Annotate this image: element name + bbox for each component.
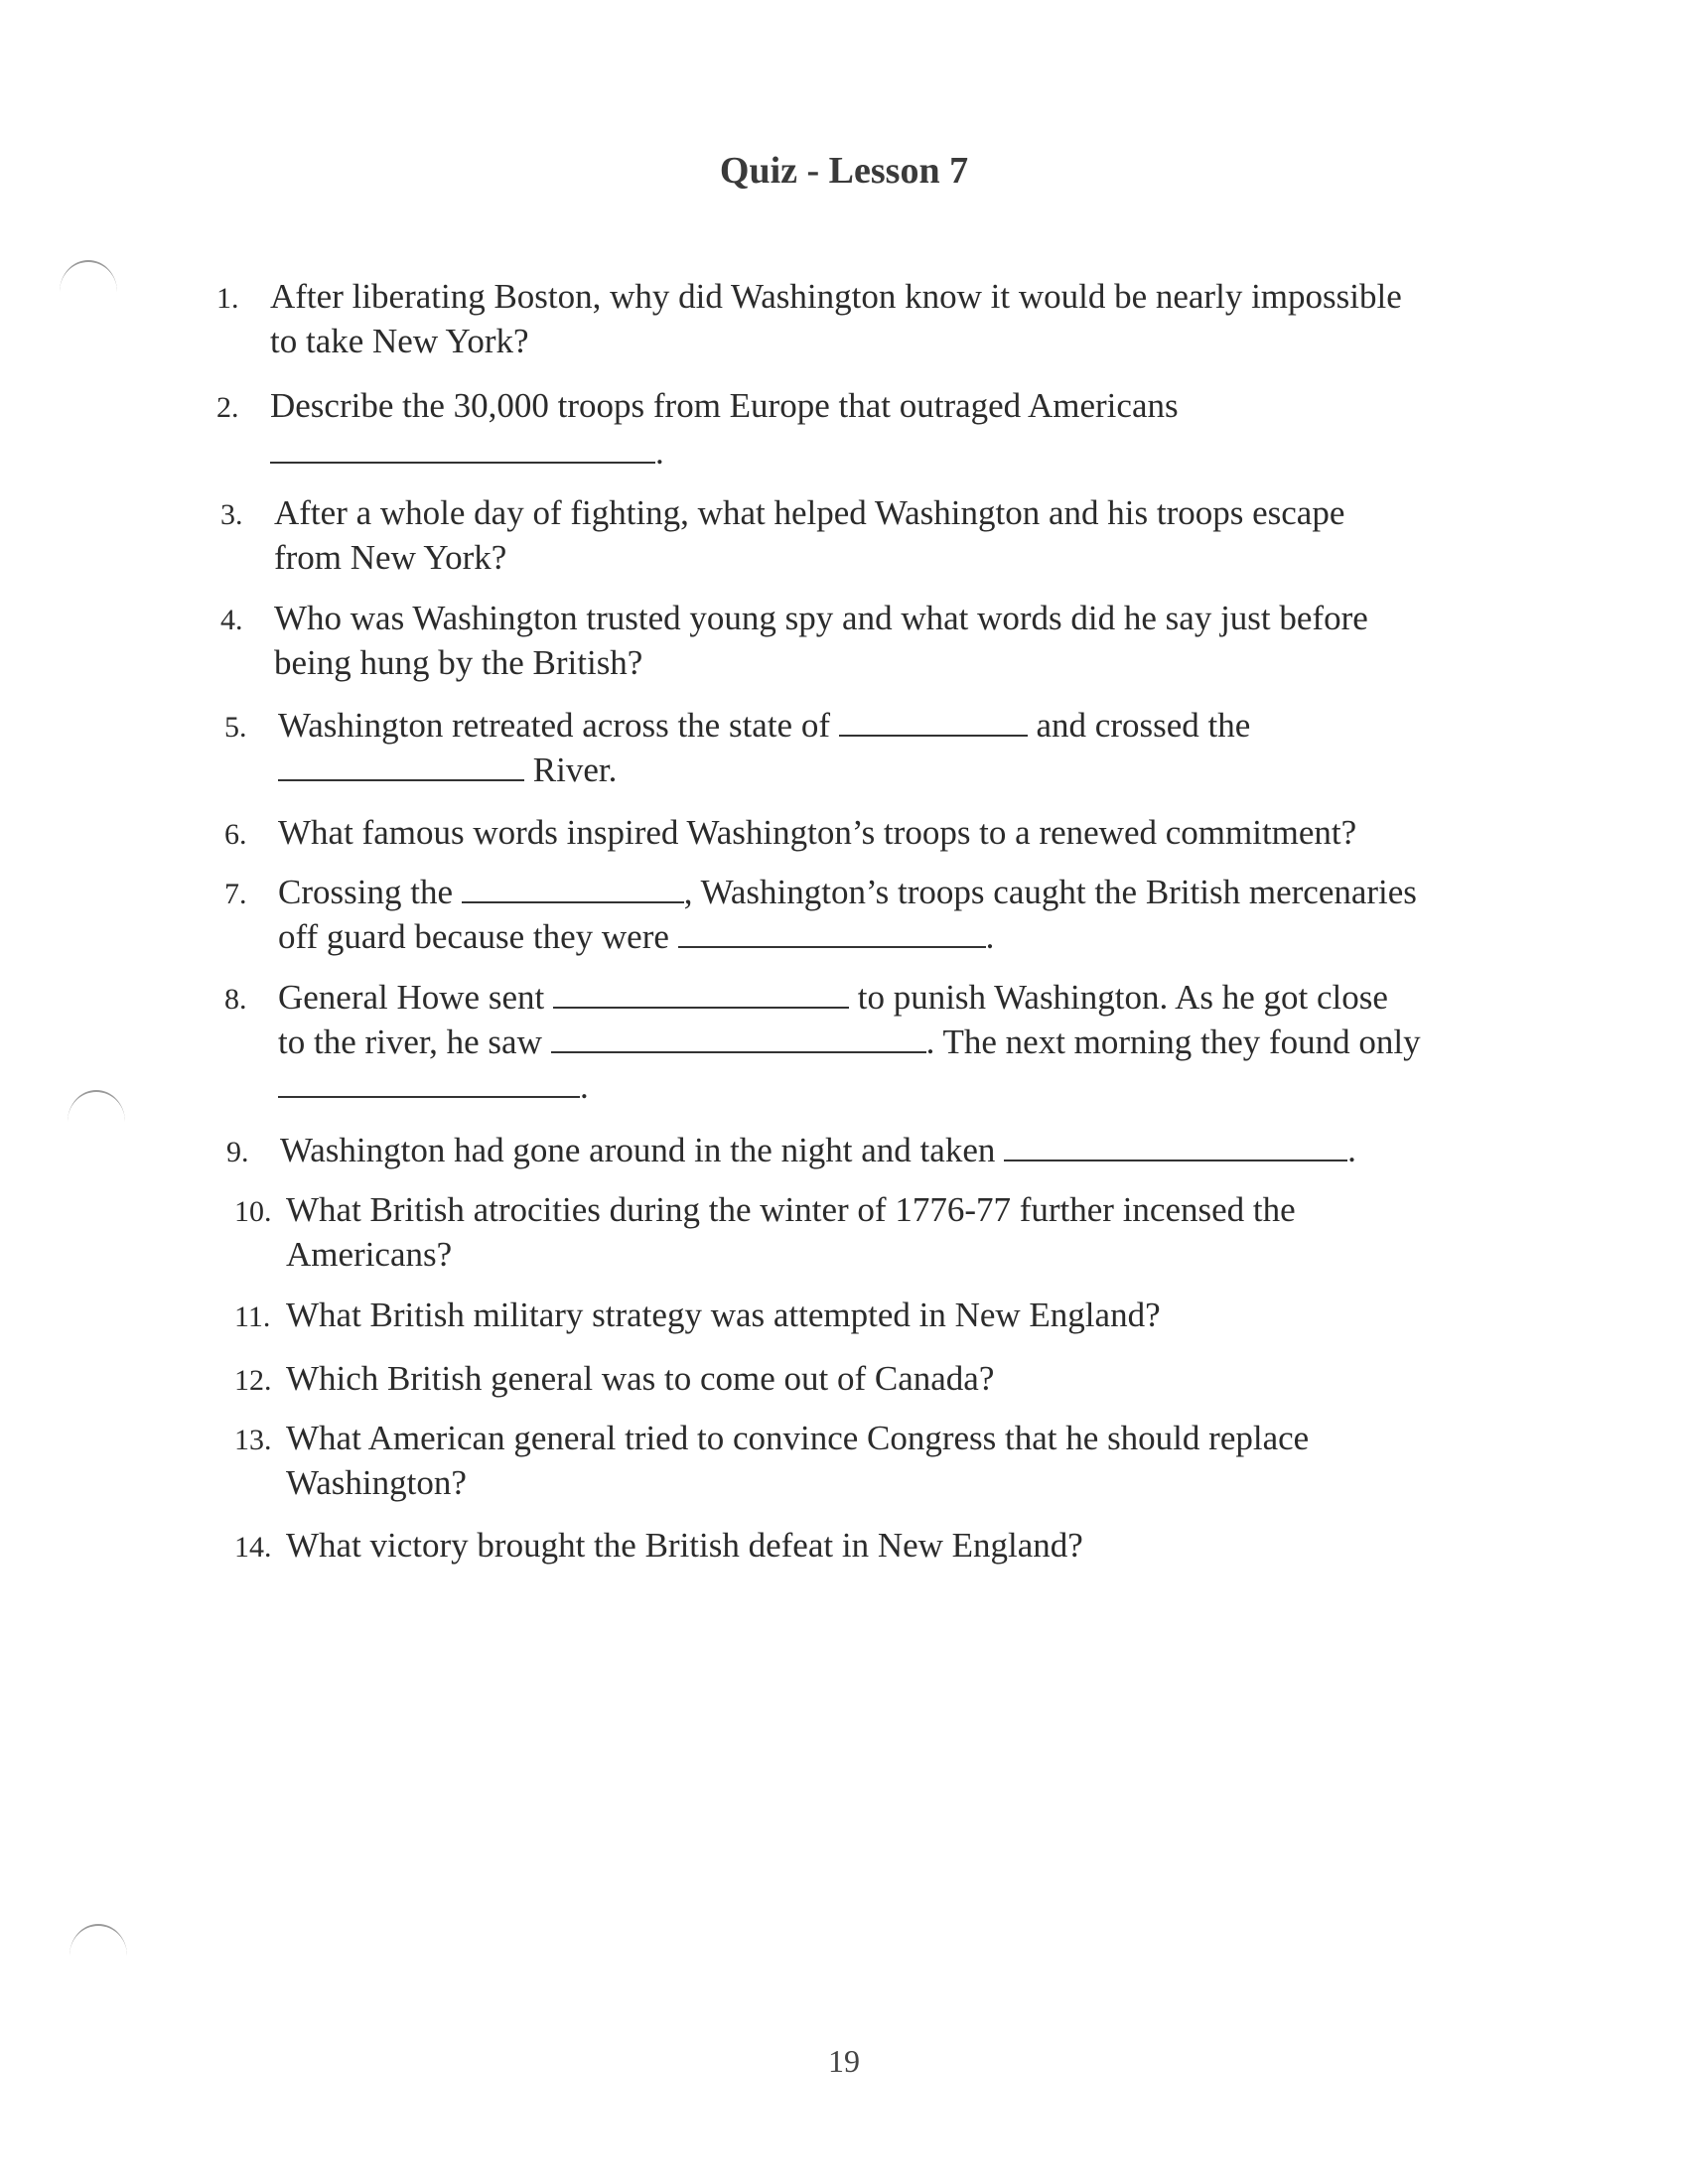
answer-blank[interactable] (1004, 1130, 1347, 1161)
answer-blank[interactable] (553, 977, 849, 1009)
question-text: What American general tried to convince Congress that he should replace Washington? (286, 1419, 1310, 1502)
question-11 (234, 1293, 1555, 1337)
question-text: Crossing the , Washington’s troops caught the British mercenaries off guard because they were . (278, 873, 1417, 956)
answer-blank[interactable] (278, 750, 524, 781)
question-number: 13. (234, 1424, 272, 1456)
question-12 (234, 1356, 1555, 1401)
question-text: After a whole day of fighting, what helped Washington and his troops escape from New York? (274, 493, 1345, 577)
question-3 (220, 490, 1541, 580)
question-text: Describe the 30,000 troops from Europe that outraged Americans . (270, 386, 1179, 472)
question-number: 14. (234, 1531, 272, 1564)
question-8 (224, 975, 1545, 1109)
question-9 (226, 1128, 1547, 1172)
answer-blank[interactable] (270, 432, 655, 464)
question-number: 3. (220, 498, 243, 531)
question-text: General Howe sent to punish Washington. As he got close to the river, he saw . The next morning they found only . (278, 978, 1421, 1106)
question-6 (224, 810, 1545, 855)
question-number: 9. (226, 1136, 249, 1168)
question-text: Washington had gone around in the night and taken . (280, 1131, 1356, 1169)
question-text: Washington retreated across the state of and crossed the River. (278, 706, 1251, 789)
question-number: 1. (216, 282, 239, 315)
answer-blank[interactable] (839, 705, 1028, 737)
question-text: What victory brought the British defeat in New England? (286, 1526, 1083, 1565)
question-text: Who was Washington trusted young spy and what words did he say just before being hung by the British? (274, 599, 1368, 682)
question-number: 4. (220, 604, 243, 636)
question-text: Which British general was to come out of Canada? (286, 1359, 995, 1398)
binder-hole-mark (70, 1924, 127, 1956)
page-number: 19 (828, 2043, 860, 2079)
question-5 (224, 703, 1545, 792)
question-text: After liberating Boston, why did Washington know it would be nearly impossible to take New York? (270, 277, 1402, 360)
answer-blank[interactable] (678, 916, 986, 948)
question-number: 5. (224, 711, 247, 744)
question-text: What famous words inspired Washington’s troops to a renewed commitment? (278, 813, 1357, 852)
question-2 (216, 383, 1537, 475)
page-title: Quiz - Lesson 7 (719, 150, 969, 192)
question-13 (234, 1416, 1555, 1505)
question-text: What British atrocities during the winter of 1776-77 further incensed the Americans? (286, 1190, 1296, 1274)
answer-blank[interactable] (551, 1022, 926, 1053)
question-14 (234, 1523, 1555, 1568)
question-7 (224, 870, 1545, 959)
question-number: 12. (234, 1364, 272, 1397)
question-number: 10. (234, 1195, 272, 1228)
binder-hole-mark (60, 260, 117, 292)
question-4 (220, 596, 1541, 685)
question-number: 6. (224, 818, 247, 851)
question-number: 7. (224, 878, 247, 910)
answer-blank[interactable] (278, 1066, 580, 1098)
question-text: What British military strategy was attempted in New England? (286, 1296, 1161, 1334)
question-number: 8. (224, 983, 247, 1016)
question-1 (216, 274, 1537, 363)
binder-hole-mark (68, 1090, 125, 1122)
answer-blank[interactable] (462, 872, 684, 903)
question-number: 2. (216, 391, 239, 424)
question-10 (234, 1187, 1555, 1277)
question-number: 11. (234, 1300, 271, 1333)
